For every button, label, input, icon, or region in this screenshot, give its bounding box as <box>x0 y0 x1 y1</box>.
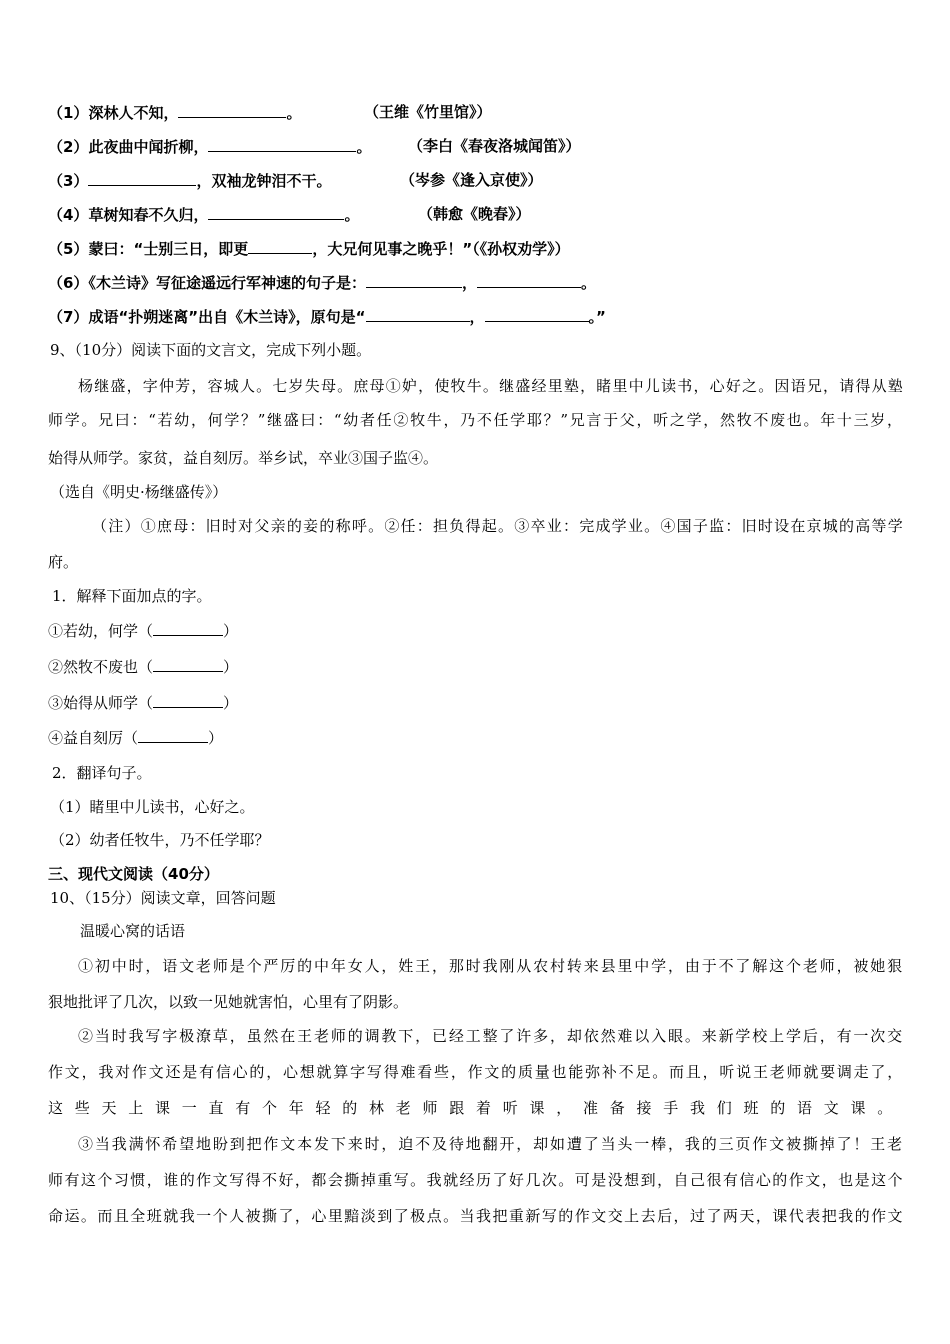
poem-source: （李白《春夜洛城闻笛》） <box>408 137 581 155</box>
poem-line-1: （1）深林人不知， 。 <box>48 104 302 122</box>
explain-item-1: ①若幼，何学（ ） <box>48 622 239 640</box>
article-line: ②当时我写字极潦草，虽然在王老师的调教下，已经工整了许多，却依然难以入眼。来新学校上学后，有一次交 <box>78 1027 905 1045</box>
poem-line-7: （7）成语“扑朔迷离”出自《木兰诗》，原句是“ ， 。” <box>48 308 606 326</box>
sub-question-2: 2．翻译句子。 <box>52 764 152 782</box>
answer-blank[interactable] <box>178 102 286 118</box>
poem-line-2: （2）此夜曲中闻折柳， 。 <box>48 138 372 156</box>
article-title: 温暖心窝的话语 <box>80 922 186 940</box>
answer-blank[interactable] <box>485 306 589 322</box>
answer-blank[interactable] <box>366 272 462 288</box>
answer-blank[interactable] <box>366 306 470 322</box>
poem-line-3: （3） ，双袖龙钟泪不干。 <box>48 172 332 190</box>
poem-line-5: （5）蒙曰：“士别三日，即更 ，大兄何见事之晚乎！”（《孙权劝学》） <box>48 240 570 258</box>
article-line: ①初中时，语文老师是个严厉的中年女人，姓王，那时我刚从农村转来县里中学，由于不了解这个老师，被她狠 <box>78 957 905 975</box>
translate-item: （1）睹里中儿读书，心好之。 <box>50 798 255 816</box>
sub-question-1: 1．解释下面加点的字。 <box>52 587 212 605</box>
answer-blank[interactable] <box>208 136 356 152</box>
explain-item-4: ④益自刻厉（ ） <box>48 729 224 747</box>
translate-item: （2）幼者任牧牛，乃不任学耶？ <box>50 831 270 849</box>
answer-blank[interactable] <box>208 204 344 220</box>
notes-line: （注）①庶母：旧时对父亲的妾的称呼。②任：担负得起。③卒业：完成学业。④国子监：旧时设在京城的高等学 <box>92 517 905 535</box>
poem-source: （岑参《逢入京使》） <box>400 171 543 189</box>
explain-item-2: ②然牧不废也（ ） <box>48 658 239 676</box>
article-line: 作文，我对作文还是有信心的，心想就算字写得难看些，作文的质量也能弥补不足。而且，听说王老师就要调走了， <box>48 1063 905 1081</box>
question-9-header: 9、（10分）阅读下面的文言文，完成下列小题。 <box>50 341 372 359</box>
poem-line-4: （4）草树知春不久归， 。 <box>48 206 360 224</box>
passage-line: 始得从师学。家贫，益自刻厉。举乡试，卒业③国子监④。 <box>48 449 439 467</box>
answer-blank[interactable] <box>88 170 196 186</box>
answer-blank[interactable] <box>153 656 223 672</box>
article-line: 师有这个习惯，谁的作文写得不好，都会撕掉重写。我就经历了好几次。可是没想到，自己很有信心的作文，也是这个 <box>48 1171 905 1189</box>
item-number: （1） <box>48 104 89 122</box>
answer-blank[interactable] <box>138 727 208 743</box>
answer-blank[interactable] <box>248 238 312 254</box>
explain-item-3: ③始得从师学（ ） <box>48 694 239 712</box>
article-line: 命运。而且全班就我一个人被撕了，心里黯淡到了极点。当我把重新写的作文交上去后，过了两天，课代表把我的作文 <box>48 1207 905 1225</box>
passage-source: （选自《明史·杨继盛传》） <box>50 483 228 501</box>
answer-blank[interactable] <box>153 620 223 636</box>
answer-blank[interactable] <box>477 272 581 288</box>
notes-line: 府。 <box>48 553 79 571</box>
passage-line: 杨继盛，字仲芳，容城人。七岁失母。庶母①妒，使牧牛。继盛经里塾，睹里中儿读书，心好之。因语兄，请得从塾 <box>78 377 905 395</box>
poem-line-6: （6）《木兰诗》写征途遥远行军神速的句子是： ， 。 <box>48 274 596 292</box>
article-line: ③当我满怀希望地盼到把作文本发下来时，迫不及待地翻开，却如遭了当头一棒，我的三页作文被撕掉了！王老 <box>78 1135 905 1153</box>
article-line: 这些天上课一直有个年轻的林老师跟着听课，准备接手我们班的语文课。 <box>48 1099 905 1117</box>
article-line: 狠地批评了几次，以致一见她就害怕，心里有了阴影。 <box>48 993 409 1011</box>
question-10-header: 10、（15分）阅读文章，回答问题 <box>50 889 276 907</box>
passage-line: 师学。兄曰：“若幼，何学？”继盛曰：“幼者任②牧牛，乃不任学耶？”兄言于父，听之学，然牧不废也。年十三岁， <box>48 411 904 429</box>
poem-source: （王维《竹里馆》） <box>364 103 492 121</box>
answer-blank[interactable] <box>153 692 223 708</box>
section-heading: 三、现代文阅读（40分） <box>48 865 219 883</box>
poem-source: （韩愈《晚春》） <box>418 205 531 223</box>
